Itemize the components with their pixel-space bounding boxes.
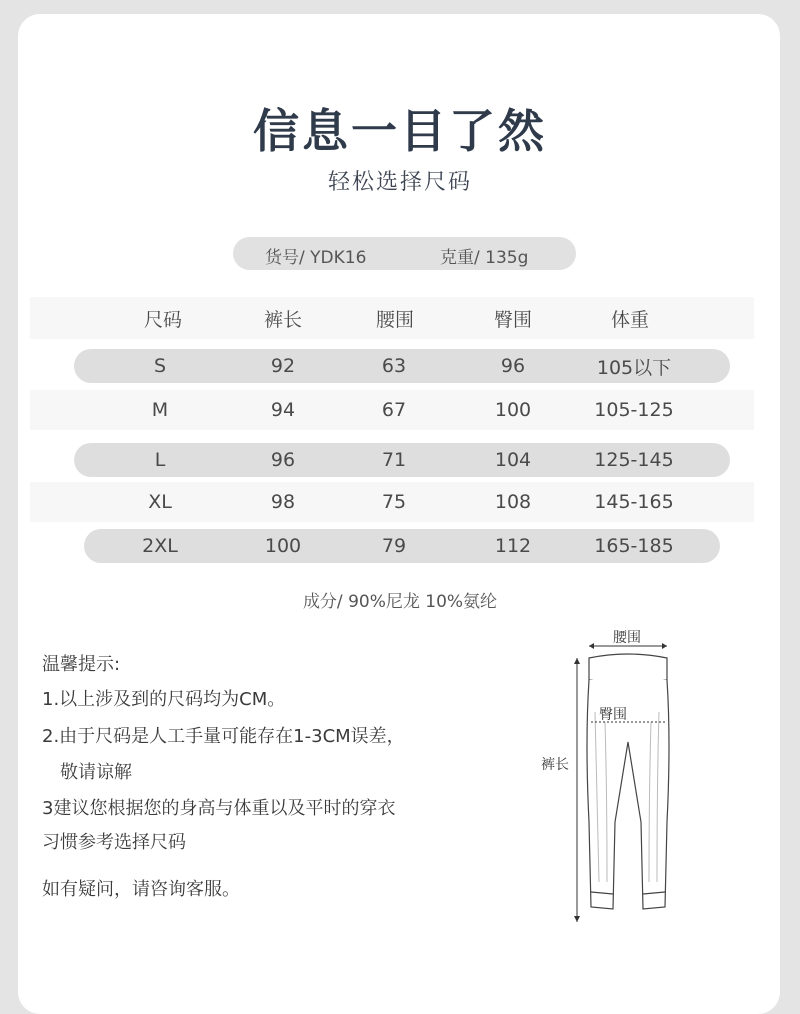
size-cell: L	[154, 449, 166, 471]
tip-line: 2.由于尺码是人工手量可能存在1-3CM误差，	[42, 726, 405, 747]
waist-label: 腰围	[613, 630, 641, 646]
weight-cell: 145-165	[594, 491, 674, 513]
product-info-pill	[233, 237, 576, 270]
table-row	[74, 443, 730, 477]
pants-icon	[535, 622, 735, 932]
length-cell: 92	[270, 355, 296, 377]
table-row	[30, 390, 754, 430]
length-cell: 94	[270, 399, 296, 421]
hip-cell: 96	[500, 355, 526, 377]
length-cell: 98	[270, 491, 296, 513]
hip-cell: 112	[494, 535, 532, 557]
hip-cell: 100	[494, 399, 532, 421]
pants-measurement-diagram	[535, 622, 735, 932]
hip-cell: 108	[494, 491, 532, 513]
tips-heading: 温馨提示:	[42, 654, 121, 675]
weight-cell: 105-125	[594, 399, 674, 421]
weight-cell: 125-145	[594, 449, 674, 471]
tip-line: 敬请谅解	[60, 762, 132, 783]
length-label: 裤长	[541, 757, 569, 773]
fabric-weight: 克重/ 135g	[440, 248, 529, 268]
tip-line: 习惯参考选择尺码	[42, 832, 186, 853]
header-size: 尺码	[143, 308, 182, 331]
tip-line: 1.以上涉及到的尺码均为CM。	[42, 689, 286, 710]
tip-line: 3建议您根据您的身高与体重以及平时的穿衣	[42, 798, 396, 819]
header-hip: 臀围	[493, 308, 532, 331]
composition-text: 成分/ 90%尼龙 10%氨纶	[302, 592, 498, 612]
waist-cell: 75	[381, 491, 407, 513]
header-length: 裤长	[263, 308, 302, 331]
size-table-header	[30, 297, 754, 339]
waist-cell: 63	[381, 355, 407, 377]
table-row	[84, 529, 720, 563]
length-cell: 100	[264, 535, 302, 557]
weight-cell: 105以下	[596, 356, 672, 379]
size-cell: S	[153, 355, 167, 377]
waist-cell: 67	[381, 399, 407, 421]
hip-cell: 104	[494, 449, 532, 471]
item-number: 货号/ YDK16	[265, 248, 367, 268]
length-cell: 96	[270, 449, 296, 471]
table-row	[74, 349, 730, 383]
header-waist: 腰围	[375, 308, 414, 331]
waist-cell: 71	[381, 449, 407, 471]
size-cell: 2XL	[142, 535, 178, 557]
contact-line: 如有疑问，请咨询客服。	[42, 879, 240, 900]
page-title: 信息一目了然	[253, 104, 547, 158]
weight-cell: 165-185	[594, 535, 674, 557]
header-weight: 体重	[610, 308, 649, 331]
page-subtitle: 轻松选择尺码	[327, 170, 472, 195]
size-cell: XL	[148, 491, 172, 513]
waist-cell: 79	[381, 535, 407, 557]
hip-label: 臀围	[599, 707, 627, 723]
size-cell: M	[151, 399, 169, 421]
table-row	[30, 482, 754, 522]
